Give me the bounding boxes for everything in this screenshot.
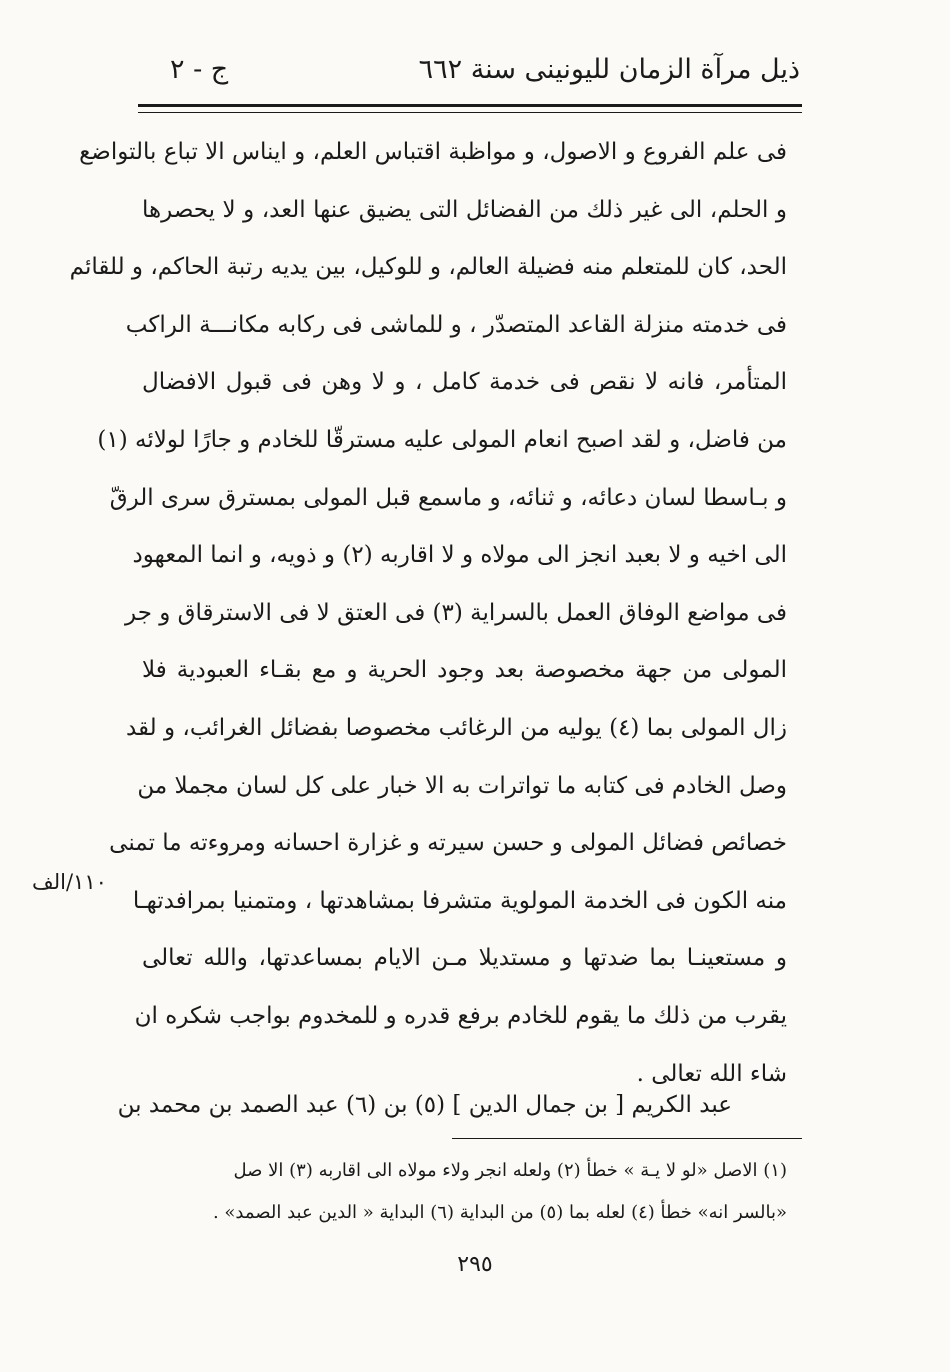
header-rule-thick <box>138 104 802 107</box>
volume-label: ج - ٢ <box>170 54 229 85</box>
running-title: ذيل مرآة الزمان لليونينى سنة ٦٦٢ <box>418 54 800 85</box>
footnotes <box>142 1150 787 1234</box>
text-line: الى اخيه و لا بعبد انجز الى مولاه و لا اقاربه (٢) و ذويه، و انما المعهود <box>132 542 787 569</box>
text-line: و بـاسطا لسان دعائه، و ثنائه، و ماسمع قبل المولى بمسترق سرى الرقّ <box>109 484 787 511</box>
text-line: زال المولى بما (٤) يوليه من الرغائب مخصوصا بفضائل الغرائب، و لقد <box>125 714 787 741</box>
text-line: فى خدمته منزلة القاعد المتصدّر ، و للماشى فى ركابه مكانـــة الراكب <box>125 311 787 338</box>
text-line: يقرب من ذلك ما يقوم للخادم برفع قدره و للمخدوم بواجب شكره ان <box>134 1002 787 1029</box>
text-line: من فاضل، و لقد اصبح انعام المولى عليه مسترقّا للخادم و جارًا لولائه (١) <box>97 426 787 453</box>
footnote-line: «بالسر انه» خطأ (٤) لعله بما (٥) من البداية (٦) البداية « الدين عبد الصمد» . <box>212 1202 787 1223</box>
page-header <box>140 50 800 100</box>
footnote-line: (١) الاصل «لو لا يـة » خطأ (٢) ولعله انجر ولاء مولاه الى اقاربه (٣) الا صل <box>233 1160 787 1181</box>
margin-folio-note: ١١٠/الف <box>32 870 107 894</box>
text-line: و مستعينـا بما ضدتها و مستديلا مـن الايام بمساعدتها، والله تعالى <box>142 945 787 972</box>
text-line: فى مواضع الوفاق العمل بالسراية (٣) فى العتق لا فى الاسترقاق و جر <box>125 599 787 626</box>
text-line: و الحلم، الى غير ذلك من الفضائل التى يضيق عنها العد، و لا يحصرها <box>142 196 787 223</box>
footnote-rule <box>452 1138 802 1139</box>
text-line: المتأمر، فانه لا نقص فى خدمة كامل ، و لا وهن فى قبول الافضال <box>142 369 787 396</box>
text-line: شاء الله تعالى . <box>636 1060 787 1087</box>
text-line: المولى من جهة مخصوصة بعد وجود الحرية و مع بقـاء العبودية فلا <box>142 657 787 684</box>
entry-heading-line: عبد الكريم [ بن جمال الدين ] (٥) بن (٦) عبد الصمد بن محمد بن <box>117 1092 732 1118</box>
text-line: خصائص فضائل المولى و حسن سيرته و غزارة احسانه ومروءته ما تمنى <box>109 830 787 857</box>
page-number: ٢٩٥ <box>457 1252 493 1277</box>
text-line: منه الكون فى الخدمة المولوية متشرفا بمشاهدتها ، ومتمنيا بمرافدتهـا <box>132 887 787 914</box>
text-line: فى علم الفروع و الاصول، و مواظبة اقتباس العلم، و ايناس الا تباع بالتواضع <box>79 139 787 165</box>
header-rule-thin <box>138 112 802 113</box>
text-line: الحد، كان للمتعلم منه فضيلة العالم، و للوكيل، بين يديه رتبة الحاكم، و للقائم <box>69 254 787 281</box>
text-line: وصل الخادم فى كتابه ما تواترات به الا خبار على كل لسان مجملا من <box>137 772 787 799</box>
